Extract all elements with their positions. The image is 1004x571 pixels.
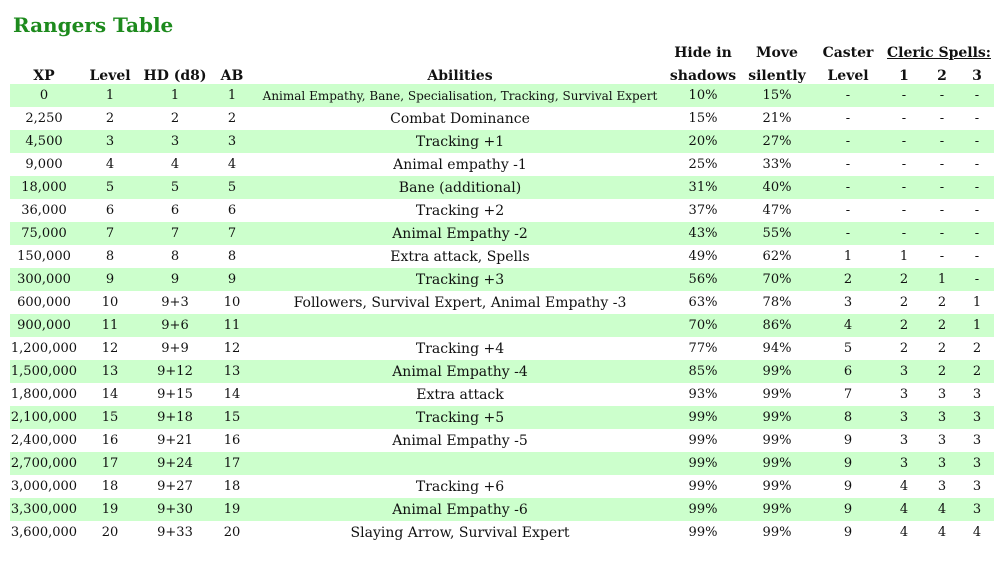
hide-cell: 70%: [664, 314, 742, 337]
abilities-cell: Animal Empathy -2: [256, 222, 664, 245]
caster-level-cell: 9: [812, 475, 884, 498]
spell-3-cell: 3: [960, 429, 994, 452]
spell-2-cell: 3: [924, 452, 960, 475]
abilities-cell: Animal Empathy, Bane, Specialisation, Tracking, Survival Expert: [256, 84, 664, 107]
spell-2-cell: -: [924, 245, 960, 268]
hd-cell: 9+6: [142, 314, 208, 337]
abilities-cell: Slaying Arrow, Survival Expert: [256, 521, 664, 544]
level-cell: 7: [78, 222, 142, 245]
xp-cell: 1,800,000: [10, 383, 78, 406]
move-cell: 78%: [742, 291, 812, 314]
ab-cell: 7: [208, 222, 256, 245]
rangers-table: [10, 40, 994, 544]
table-row: [10, 337, 994, 360]
level-cell: 18: [78, 475, 142, 498]
ab-cell: 6: [208, 199, 256, 222]
caster-level-cell: -: [812, 199, 884, 222]
spell-2-cell: 2: [924, 314, 960, 337]
spell-1-cell: 3: [884, 383, 924, 406]
spell-1-cell: 2: [884, 337, 924, 360]
xp-cell: 1,200,000: [10, 337, 78, 360]
caster-level-cell: 3: [812, 291, 884, 314]
spell-2-cell: -: [924, 199, 960, 222]
spell-level-2-header: 2: [937, 68, 947, 84]
hide-cell: 99%: [664, 498, 742, 521]
ab-cell: 8: [208, 245, 256, 268]
spell-1-cell: 2: [884, 314, 924, 337]
hd-cell: 9+21: [142, 429, 208, 452]
move-cell: 15%: [742, 84, 812, 107]
spell-1-cell: -: [884, 199, 924, 222]
caster-level-cell: 1: [812, 245, 884, 268]
abilities-cell: Animal Empathy -5: [256, 429, 664, 452]
hd-cell: 9+18: [142, 406, 208, 429]
move-cell: 47%: [742, 199, 812, 222]
hd-cell: 6: [142, 199, 208, 222]
ab-cell: 11: [208, 314, 256, 337]
spell-2-cell: 3: [924, 429, 960, 452]
spell-1-cell: -: [884, 153, 924, 176]
table-row: [10, 429, 994, 452]
ab-cell: 17: [208, 452, 256, 475]
hd-cell: 9: [142, 268, 208, 291]
hide-cell: 99%: [664, 521, 742, 544]
caster-level-cell: 6: [812, 360, 884, 383]
hd-cell: 8: [142, 245, 208, 268]
caster-level-cell: -: [812, 84, 884, 107]
xp-cell: 4,500: [10, 130, 78, 153]
header-row-bottom: [10, 61, 994, 84]
table-row: [10, 222, 994, 245]
table-row: [10, 84, 994, 107]
spell-1-cell: 2: [884, 291, 924, 314]
caster-level-cell: 9: [812, 498, 884, 521]
move-cell: 99%: [742, 429, 812, 452]
spell-1-cell: 3: [884, 429, 924, 452]
xp-cell: 2,400,000: [10, 429, 78, 452]
xp-cell: 75,000: [10, 222, 78, 245]
spell-2-cell: 4: [924, 521, 960, 544]
hd-header: HD (d8): [143, 68, 207, 84]
table-row: [10, 452, 994, 475]
level-cell: 11: [78, 314, 142, 337]
ab-cell: 15: [208, 406, 256, 429]
hd-cell: 3: [142, 130, 208, 153]
hd-cell: 9+15: [142, 383, 208, 406]
spell-1-cell: 3: [884, 406, 924, 429]
caster-header-bottom: Level: [827, 68, 869, 84]
hide-cell: 10%: [664, 84, 742, 107]
spell-1-cell: 4: [884, 475, 924, 498]
table-row: [10, 521, 994, 544]
level-cell: 20: [78, 521, 142, 544]
table-row: [10, 498, 994, 521]
table-row: [10, 268, 994, 291]
move-cell: 27%: [742, 130, 812, 153]
xp-cell: 2,100,000: [10, 406, 78, 429]
spell-2-cell: -: [924, 130, 960, 153]
table-body: [10, 84, 994, 544]
hd-cell: 9+33: [142, 521, 208, 544]
spell-3-cell: -: [960, 176, 994, 199]
caster-level-cell: -: [812, 153, 884, 176]
move-cell: 99%: [742, 360, 812, 383]
spell-1-cell: 4: [884, 498, 924, 521]
spell-1-cell: -: [884, 84, 924, 107]
hide-cell: 31%: [664, 176, 742, 199]
table-row: [10, 153, 994, 176]
xp-cell: 600,000: [10, 291, 78, 314]
abilities-cell: [256, 314, 664, 337]
hide-cell: 25%: [664, 153, 742, 176]
level-cell: 15: [78, 406, 142, 429]
level-cell: 2: [78, 107, 142, 130]
spell-2-cell: -: [924, 84, 960, 107]
spell-1-cell: 2: [884, 268, 924, 291]
ab-cell: 10: [208, 291, 256, 314]
hide-cell: 15%: [664, 107, 742, 130]
move-cell: 55%: [742, 222, 812, 245]
ab-cell: 13: [208, 360, 256, 383]
ab-cell: 18: [208, 475, 256, 498]
level-cell: 10: [78, 291, 142, 314]
spell-3-cell: -: [960, 199, 994, 222]
spell-1-cell: -: [884, 107, 924, 130]
hd-cell: 5: [142, 176, 208, 199]
abilities-cell: Animal empathy -1: [256, 153, 664, 176]
ab-cell: 20: [208, 521, 256, 544]
caster-level-cell: -: [812, 107, 884, 130]
caster-header-top: Caster: [822, 45, 874, 61]
abilities-cell: Tracking +1: [256, 130, 664, 153]
xp-cell: 3,600,000: [10, 521, 78, 544]
level-header: Level: [89, 68, 131, 84]
xp-header: XP: [33, 68, 55, 84]
caster-level-cell: -: [812, 176, 884, 199]
table-row: [10, 360, 994, 383]
abilities-cell: Tracking +3: [256, 268, 664, 291]
caster-level-cell: 8: [812, 406, 884, 429]
spell-3-cell: 3: [960, 498, 994, 521]
level-cell: 13: [78, 360, 142, 383]
move-cell: 33%: [742, 153, 812, 176]
xp-cell: 2,250: [10, 107, 78, 130]
hide-cell: 37%: [664, 199, 742, 222]
hd-cell: 7: [142, 222, 208, 245]
level-cell: 4: [78, 153, 142, 176]
spell-2-cell: 3: [924, 475, 960, 498]
spell-3-cell: 3: [960, 383, 994, 406]
level-cell: 17: [78, 452, 142, 475]
xp-cell: 2,700,000: [10, 452, 78, 475]
spell-2-cell: 2: [924, 291, 960, 314]
caster-level-cell: 4: [812, 314, 884, 337]
hd-cell: 9+24: [142, 452, 208, 475]
hd-cell: 2: [142, 107, 208, 130]
spell-3-cell: 1: [960, 291, 994, 314]
move-header-bottom: silently: [748, 68, 806, 84]
level-cell: 9: [78, 268, 142, 291]
hide-cell: 43%: [664, 222, 742, 245]
level-cell: 5: [78, 176, 142, 199]
spell-2-cell: 3: [924, 406, 960, 429]
ab-cell: 1: [208, 84, 256, 107]
xp-cell: 18,000: [10, 176, 78, 199]
move-cell: 99%: [742, 452, 812, 475]
abilities-cell: Bane (additional): [256, 176, 664, 199]
spell-1-cell: 4: [884, 521, 924, 544]
caster-level-cell: 7: [812, 383, 884, 406]
move-cell: 21%: [742, 107, 812, 130]
abilities-cell: [256, 452, 664, 475]
xp-cell: 0: [10, 84, 78, 107]
spell-2-cell: 1: [924, 268, 960, 291]
spell-2-cell: 2: [924, 337, 960, 360]
spell-3-cell: -: [960, 84, 994, 107]
hide-header-bottom: shadows: [669, 68, 737, 84]
move-cell: 99%: [742, 475, 812, 498]
level-cell: 16: [78, 429, 142, 452]
caster-level-cell: 2: [812, 268, 884, 291]
move-cell: 99%: [742, 498, 812, 521]
spell-1-cell: 3: [884, 360, 924, 383]
spell-3-cell: -: [960, 107, 994, 130]
level-cell: 14: [78, 383, 142, 406]
move-cell: 94%: [742, 337, 812, 360]
ab-cell: 3: [208, 130, 256, 153]
spell-3-cell: -: [960, 153, 994, 176]
spell-2-cell: -: [924, 222, 960, 245]
table-row: [10, 107, 994, 130]
abilities-header: Abilities: [427, 68, 493, 84]
xp-cell: 36,000: [10, 199, 78, 222]
table-row: [10, 475, 994, 498]
table-row: [10, 199, 994, 222]
ab-cell: 9: [208, 268, 256, 291]
caster-level-cell: 9: [812, 452, 884, 475]
hide-cell: 20%: [664, 130, 742, 153]
table-row: [10, 291, 994, 314]
move-cell: 86%: [742, 314, 812, 337]
hd-cell: 9+30: [142, 498, 208, 521]
move-cell: 99%: [742, 406, 812, 429]
spell-1-cell: -: [884, 130, 924, 153]
spell-1-cell: 3: [884, 452, 924, 475]
table-row: [10, 383, 994, 406]
spell-2-cell: 4: [924, 498, 960, 521]
abilities-cell: Tracking +2: [256, 199, 664, 222]
xp-cell: 150,000: [10, 245, 78, 268]
hide-cell: 63%: [664, 291, 742, 314]
spell-level-1-header: 1: [899, 68, 909, 84]
hd-cell: 1: [142, 84, 208, 107]
abilities-cell: Extra attack: [256, 383, 664, 406]
hd-cell: 4: [142, 153, 208, 176]
spell-3-cell: -: [960, 222, 994, 245]
move-cell: 70%: [742, 268, 812, 291]
xp-cell: 300,000: [10, 268, 78, 291]
caster-level-cell: 9: [812, 429, 884, 452]
level-cell: 19: [78, 498, 142, 521]
hd-cell: 9+27: [142, 475, 208, 498]
hide-cell: 49%: [664, 245, 742, 268]
xp-cell: 1,500,000: [10, 360, 78, 383]
move-header-top: Move: [756, 45, 798, 61]
table-row: [10, 406, 994, 429]
table-row: [10, 176, 994, 199]
spell-2-cell: 3: [924, 383, 960, 406]
xp-cell: 9,000: [10, 153, 78, 176]
abilities-cell: Combat Dominance: [256, 107, 664, 130]
spell-level-3-header: 3: [972, 68, 982, 84]
hd-cell: 9+9: [142, 337, 208, 360]
caster-level-cell: -: [812, 222, 884, 245]
page-title: Rangers Table: [13, 13, 174, 37]
cleric-spells-header: Cleric Spells:: [887, 45, 991, 61]
ab-cell: 12: [208, 337, 256, 360]
ab-cell: 14: [208, 383, 256, 406]
spell-3-cell: -: [960, 268, 994, 291]
ab-cell: 5: [208, 176, 256, 199]
level-cell: 1: [78, 84, 142, 107]
spell-3-cell: -: [960, 130, 994, 153]
spell-3-cell: 3: [960, 406, 994, 429]
abilities-cell: Extra attack, Spells: [256, 245, 664, 268]
ab-cell: 4: [208, 153, 256, 176]
spell-2-cell: 2: [924, 360, 960, 383]
hide-cell: 56%: [664, 268, 742, 291]
hd-cell: 9+12: [142, 360, 208, 383]
hd-cell: 9+3: [142, 291, 208, 314]
hide-cell: 99%: [664, 475, 742, 498]
spell-3-cell: 1: [960, 314, 994, 337]
ab-header: AB: [220, 68, 244, 84]
spell-3-cell: 2: [960, 337, 994, 360]
hide-cell: 99%: [664, 406, 742, 429]
table-row: [10, 245, 994, 268]
ab-cell: 2: [208, 107, 256, 130]
level-cell: 3: [78, 130, 142, 153]
abilities-cell: Animal Empathy -6: [256, 498, 664, 521]
level-cell: 12: [78, 337, 142, 360]
abilities-cell: Tracking +6: [256, 475, 664, 498]
xp-cell: 3,000,000: [10, 475, 78, 498]
caster-level-cell: -: [812, 130, 884, 153]
hide-cell: 85%: [664, 360, 742, 383]
xp-cell: 900,000: [10, 314, 78, 337]
spell-3-cell: 2: [960, 360, 994, 383]
abilities-cell: Animal Empathy -4: [256, 360, 664, 383]
move-cell: 99%: [742, 383, 812, 406]
spell-1-cell: 1: [884, 245, 924, 268]
spell-2-cell: -: [924, 176, 960, 199]
spell-3-cell: 3: [960, 452, 994, 475]
level-cell: 8: [78, 245, 142, 268]
move-cell: 40%: [742, 176, 812, 199]
table-row: [10, 314, 994, 337]
hide-cell: 99%: [664, 429, 742, 452]
move-cell: 62%: [742, 245, 812, 268]
abilities-cell: Followers, Survival Expert, Animal Empathy -3: [256, 291, 664, 314]
hide-cell: 93%: [664, 383, 742, 406]
level-cell: 6: [78, 199, 142, 222]
spell-1-cell: -: [884, 176, 924, 199]
hide-cell: 77%: [664, 337, 742, 360]
ab-cell: 19: [208, 498, 256, 521]
spell-3-cell: 3: [960, 475, 994, 498]
hide-cell: 99%: [664, 452, 742, 475]
spell-3-cell: -: [960, 245, 994, 268]
ab-cell: 16: [208, 429, 256, 452]
table-row: [10, 130, 994, 153]
caster-level-cell: 5: [812, 337, 884, 360]
spell-2-cell: -: [924, 107, 960, 130]
xp-cell: 3,300,000: [10, 498, 78, 521]
abilities-cell: Tracking +4: [256, 337, 664, 360]
abilities-cell: Tracking +5: [256, 406, 664, 429]
hide-header-top: Hide in: [674, 45, 732, 61]
move-cell: 99%: [742, 521, 812, 544]
caster-level-cell: 9: [812, 521, 884, 544]
header-row-top: [10, 40, 994, 61]
spell-2-cell: -: [924, 153, 960, 176]
spell-1-cell: -: [884, 222, 924, 245]
spell-3-cell: 4: [960, 521, 994, 544]
